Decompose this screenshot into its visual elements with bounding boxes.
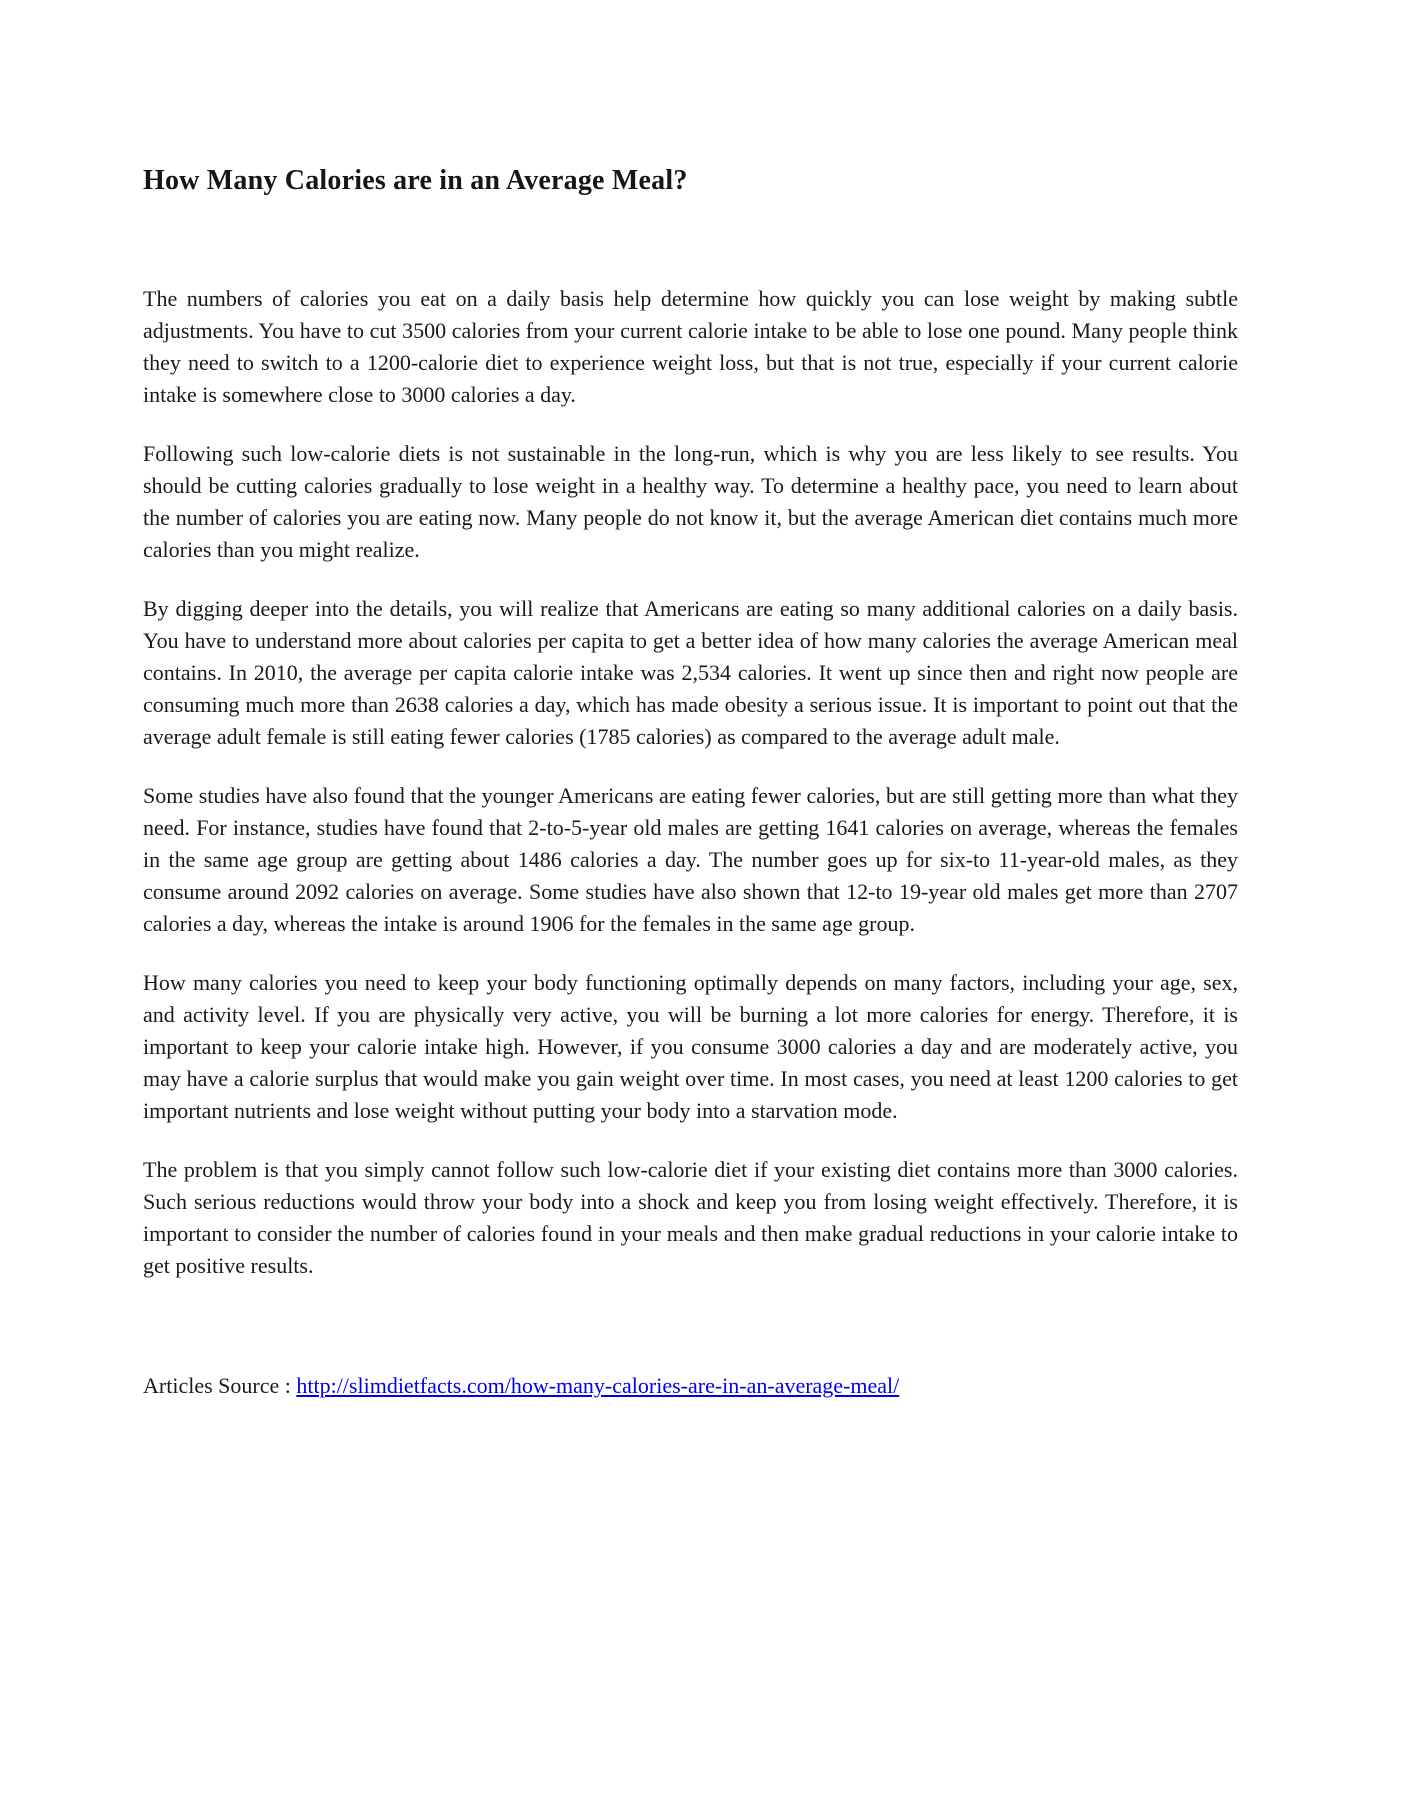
paragraph-per-capita: By digging deeper into the details, you will realize that Americans are eating so many additional calories on a daily basis. You have to understand more about calories per capita to get a better idea of how many calories the average American meal contains. In 2010, the average per capita calorie intake was 2,534 calories. It went up since then and right now people are consuming much more than 2638 calories a day, which has made obesity a serious issue. It is important to point out that the average adult female is still eating fewer calories (1785 calories) as compared to the average adult male. (143, 596, 1238, 749)
page-title: How Many Calories are in an Average Meal? (143, 165, 688, 196)
source-line (143, 1370, 1238, 1402)
paragraph-intro: The numbers of calories you eat on a daily basis help determine how quickly you can lose weight by making subtle adjustments. You have to cut 3500 calories from your current calorie intake to be able to lose one pound. Many people think they need to switch to a 1200-calorie diet to experience weight loss, but that is not true, especially if your current calorie intake is somewhere close to 3000 calories a day. (143, 286, 1238, 407)
source-label: Articles Source : (143, 1373, 297, 1398)
paragraph-conclusion: The problem is that you simply cannot follow such low-calorie diet if your existing diet contains more than 3000 calories. Such serious reductions would throw your body into a shock and keep you from losing weight effectively. Therefore, it is important to consider the number of calories found in your meals and then make gradual reductions in your calorie intake to get positive results. (143, 1157, 1238, 1278)
source-link[interactable]: http://slimdietfacts.com/how-many-calories-are-in-an-average-meal/ (296, 1373, 900, 1398)
paragraph-younger-americans: Some studies have also found that the younger Americans are eating fewer calories, but are still getting more than what they need. For instance, studies have found that 2-to-5-year old males are getting 1641 calories on average, whereas the females in the same age group are getting about 1486 calories a day. The number goes up for six-to 11-year-old males, as they consume around 2092 calories on average. Some studies have also shown that 12-to 19-year old males get more than 2707 calories a day, whereas the intake is around 1906 for the females in the same age group. (143, 783, 1238, 936)
paragraph-low-calorie-diets: Following such low-calorie diets is not sustainable in the long-run, which is why you are less likely to see results. You should be cutting calories gradually to lose weight in a healthy way. To determine a healthy pace, you need to learn about the number of calories you are eating now. Many people do not know it, but the average American diet contains much more calories than you might realize. (143, 441, 1238, 562)
document-content (143, 165, 1238, 1402)
paragraph-calorie-needs: How many calories you need to keep your body functioning optimally depends on many factors, including your age, sex, and activity level. If you are physically very active, you will be burning a lot more calories for energy. Therefore, it is important to keep your calorie intake high. However, if you consume 3000 calories a day and are moderately active, you may have a calorie surplus that would make you gain weight over time. In most cases, you need at least 1200 calories to get important nutrients and lose weight without putting your body into a starvation mode. (143, 970, 1238, 1123)
